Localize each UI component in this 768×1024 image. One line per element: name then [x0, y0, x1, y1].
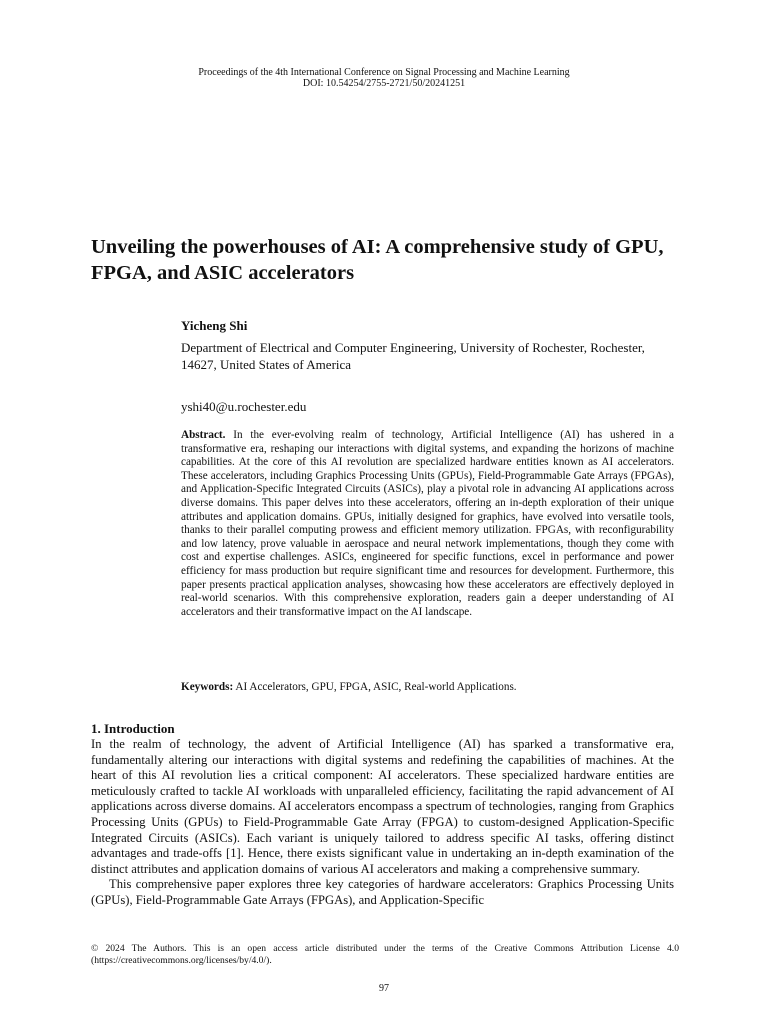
abstract-text: In the ever-evolving realm of technology, Artificial Intelligence (AI) has ushered in a transformative era, reshaping our interactions with digital systems, and expanding the horizons of machine capabilities. At the core of this AI revolution are specialized hardware entities known as AI accelerators. These accelerators, including Graphics Processing Units (GPUs), Field-Programmable Gate Arrays (FPGAs), and Application-Specific Integrated Circuits (ASICs), play a pivotal role in advancing AI applications across diverse domains. This paper delves into these accelerators, offering an in-depth exploration of their unique attributes and application domains. GPUs, initially designed for graphics, have evolved into versatile tools, thanks to their parallel computing prowess and efficient memory utilization. FPGAs, with reconfigurability and low latency, prove valuable in aerospace and neural network implementations, though they come with cost and expertise challenges. ASICs, engineered for specific functions, excel in performance and power efficiency for mass production but require significant time and resources for development. Furthermore, this paper presents practical application analyses, showcasing how these accelerators are effectively deployed in real-world scenarios. With this comprehensive exploration, readers gain a deeper understanding of AI accelerators and their transformative impact on the AI landscape.: [181, 429, 674, 618]
license-footnote: © 2024 The Authors. This is an open access article distributed under the terms of the Creative Commons Attribution License 4.0 (https://creativecommons.org/licenses/by/4.0/).: [91, 943, 679, 966]
intro-paragraph-1: In the realm of technology, the advent of Artificial Intelligence (AI) has sparked a transformative era, fundamentally altering our interactions with digital systems and redefining the capabilities of machines. At the heart of this AI revolution lies a critical component: AI accelerators. These specialized hardware entities are meticulously crafted to tackle AI workloads with unparalleled efficiency, facilitating the rapid advancement of AI applications across diverse domains. AI accelerators encompass a spectrum of technologies, ranging from Graphics Processing Units (GPUs) to Field-Programmable Gate Array (FPGA) to custom-designed Application-Specific Integrated Circuits (ASICs). Each variant is uniquely tailored to address specific AI tasks, offering distinct advantages and trade-offs [1]. Hence, there exists significant value in undertaking an in-depth examination of the distinct attributes and application domains of various AI accelerators and making a comprehensive summary.: [91, 737, 674, 876]
abstract-label: Abstract.: [181, 429, 226, 441]
author-email: yshi40@u.rochester.edu: [181, 399, 307, 414]
author-affiliation: Department of Electrical and Computer Engineering, University of Rochester, Rochester, 14627, United States of America: [181, 340, 645, 372]
running-header: [0, 67, 768, 89]
paper-title: Unveiling the powerhouses of AI: A comprehensive study of GPU, FPGA, and ASIC accelerators: [91, 236, 664, 284]
page-number: 97: [379, 983, 389, 994]
author-name: Yicheng Shi: [181, 318, 248, 333]
abstract: [181, 429, 674, 619]
intro-paragraph-2: This comprehensive paper explores three key categories of hardware accelerators: Graphics Processing Units (GPUs), Field-Programmable Gate Arrays (FPGAs), and Application-Specific: [91, 877, 674, 907]
proceedings-line: Proceedings of the 4th International Conference on Signal Processing and Machine Learning: [198, 67, 570, 78]
keywords-label: Keywords:: [181, 681, 234, 693]
keywords: [181, 680, 674, 694]
section-heading-introduction: 1. Introduction: [91, 721, 175, 736]
keywords-text: AI Accelerators, GPU, FPGA, ASIC, Real-world Applications.: [235, 681, 517, 693]
introduction-body: [91, 737, 674, 909]
doi-line: DOI: 10.54254/2755-2721/50/20241251: [302, 78, 466, 89]
